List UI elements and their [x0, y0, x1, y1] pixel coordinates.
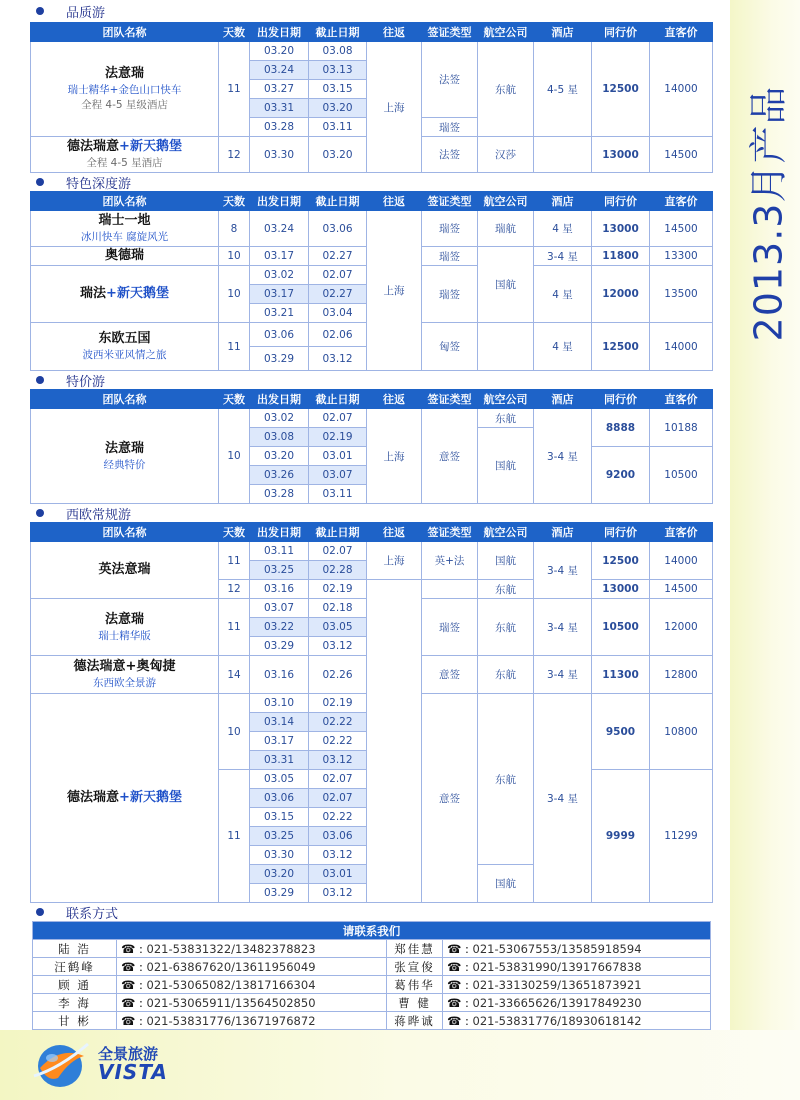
phone-icon: ☎ — [121, 1013, 136, 1028]
contact-row: 陆 浩 ☎ : 021-53831322/13482378823 郑佳慧 ☎ : 021-53067553/13585918594 — [33, 940, 711, 958]
table-row: 德法瑞意+新天鹅堡 全程 4-5 星酒店 12 03.30 03.20 法签 汉莎 13000 14500 — [31, 137, 713, 173]
section-header-western: 西欧常规游 — [30, 504, 712, 522]
table-featured: 团队名称 天数 出发日期 截止日期 往返 签证类型 航空公司 酒店 同行价 直客价 瑞士一地 冰川快车 腐旋风光 8 03.24 03.06 上海 瑞签 瑞航 4 星 13000 14500 奥德瑞 10 03.17 02.27 瑞签 国航 3-4 星 11800 13300 瑞法+新天鹅堡 10 03.02 02.07 瑞签 4 星 12000 13500 03.17 02.27 03.21 03.04 东欧五国 波西米亚风情之旅 11 03.06 02.06 匈签 4 星 12500 14000 03.29 03.12 — [30, 191, 713, 371]
contact-row: 汪鹤峰 ☎ : 021-63867620/13611956049 张宣俊 ☎ : 021-53831990/13917667838 — [33, 958, 711, 976]
bullet-icon — [36, 509, 44, 517]
contact-header: 请联系我们 — [33, 922, 711, 940]
section-header-special: 特价游 — [30, 371, 712, 389]
table-header: 团队名称 天数 出发日期 截止日期 往返 签证类型 航空公司 酒店 同行价 直客价 — [31, 390, 713, 409]
section-header-quality: 品质游 — [30, 0, 712, 22]
brand-cn: 全景旅游 — [98, 1044, 159, 1063]
table-header: 团队名称 天数 出发日期 截止日期 往返 签证类型 航空公司 酒店 同行价 直客价 — [31, 523, 713, 542]
phone-icon: ☎ — [447, 941, 462, 956]
contact-row: 顾 通 ☎ : 021-53065082/13817166304 葛伟华 ☎ : 021-33130259/13651873921 — [33, 976, 711, 994]
table-row: 瑞法+新天鹅堡 10 03.02 02.07 瑞签 4 星 12000 13500 — [31, 266, 713, 285]
table-row: 法意瑞 瑞士精华+金色山口快车 全程 4-5 星级酒店 11 03.20 03.08 上海 法签 东航 4-5 星 12500 14000 — [31, 42, 713, 61]
phone-icon: ☎ — [447, 1013, 462, 1028]
table-row: 奥德瑞 10 03.17 02.27 瑞签 国航 3-4 星 11800 13300 — [31, 247, 713, 266]
bullet-icon — [36, 376, 44, 384]
brand-en: VISTA — [98, 1059, 168, 1084]
phone-icon: ☎ — [121, 995, 136, 1010]
contact-row: 甘 彬 ☎ : 021-53831776/13671976872 蒋晔诚 ☎ : 021-53831776/18930618142 — [33, 1012, 711, 1030]
table-special: 团队名称 天数 出发日期 截止日期 往返 签证类型 航空公司 酒店 同行价 直客价 法意瑞 经典特价 10 03.02 02.07 上海 意签 东航 3-4 星 8888 10188 03.08 02.19 国航 03.20 03.01 9200 10500 03.26 03.07 03.28 03.11 — [30, 389, 713, 504]
table-row: 瑞士一地 冰川快车 腐旋风光 8 03.24 03.06 上海 瑞签 瑞航 4 星 13000 14500 — [31, 211, 713, 247]
table-row: 英法意瑞 11 03.11 02.07 上海 英+法 国航 3-4 星 12500 14000 — [31, 542, 713, 561]
phone-icon: ☎ — [121, 959, 136, 974]
content — [30, 0, 712, 1030]
globe-logo-icon — [30, 1038, 92, 1090]
bullet-icon — [36, 7, 44, 15]
table-row: 东欧五国 波西米亚风情之旅 11 03.06 02.06 匈签 4 星 12500 14000 — [31, 323, 713, 347]
side-title: 2013.3月产品 — [746, 85, 791, 341]
section-header-contact: 联系方式 — [30, 903, 712, 921]
brand-logo — [30, 1038, 168, 1090]
table-row: 德法瑞意+奥匈捷 东西欧全景游 14 03.16 02.26 意签 东航 3-4 星 11300 12800 — [31, 656, 713, 694]
contact-table — [32, 921, 711, 1030]
table-quality: 团队名称 天数 出发日期 截止日期 往返 签证类型 航空公司 酒店 同行价 直客价 法意瑞 瑞士精华+金色山口快车 全程 4-5 星级酒店 11 03.20 03.08 上海 法签 东航 4-5 星 12500 14000 03.24 03.13 03.27 03.15 03.31 03.20 03.28 03.11 瑞签 德法瑞意+新天鹅堡 全程 4-5 星酒店 12 03.30 03.20 法签 汉莎 13000 14500 — [30, 22, 713, 173]
table-header: 团队名称 天数 出发日期 截止日期 往返 签证类型 航空公司 酒店 同行价 直客价 — [31, 192, 713, 211]
table-western: 团队名称 天数 出发日期 截止日期 往返 签证类型 航空公司 酒店 同行价 直客价 英法意瑞 11 03.11 02.07 上海 英+法 国航 3-4 星 12500 14000 03.25 02.28 12 03.16 02.19 东航 13000 14500 法意瑞 瑞士精华版 11 03.07 02.18 瑞签 东航 3-4 星 10500 12000 03.22 03.05 03.29 03.12 德法瑞意+奥匈捷 东西欧全景游 14 03.16 02.26 意签 东航 3-4 星 11300 12800 德法瑞意+新天鹅堡 10 03.10 02.19 意签 东航 3-4 星 9500 10800 03.14 02.22 03.17 02.22 03.31 03.12 11 03.05 02.07 9999 11299 03.06 02.07 03.15 02.22 03.25 03.06 03.30 03.12 03.20 03.01 国航 03.29 03.12 — [30, 522, 713, 903]
phone-icon: ☎ — [447, 959, 462, 974]
bullet-icon — [36, 908, 44, 916]
phone-icon: ☎ — [447, 977, 462, 992]
section-header-featured: 特色深度游 — [30, 173, 712, 191]
table-row: 法意瑞 瑞士精华版 11 03.07 02.18 瑞签 东航 3-4 星 10500 12000 — [31, 599, 713, 618]
table-row: 德法瑞意+新天鹅堡 10 03.10 02.19 意签 东航 3-4 星 9500 10800 — [31, 694, 713, 713]
phone-icon: ☎ — [121, 941, 136, 956]
contact-row: 李 海 ☎ : 021-53065911/13564502850 曹 健 ☎ : 021-33665626/13917849230 — [33, 994, 711, 1012]
bullet-icon — [36, 178, 44, 186]
phone-icon: ☎ — [447, 995, 462, 1010]
table-header: 团队名称 天数 出发日期 截止日期 往返 签证类型 航空公司 酒店 同行价 直客价 — [31, 23, 713, 42]
phone-icon: ☎ — [121, 977, 136, 992]
table-row: 法意瑞 经典特价 10 03.02 02.07 上海 意签 东航 3-4 星 8888 10188 — [31, 409, 713, 428]
